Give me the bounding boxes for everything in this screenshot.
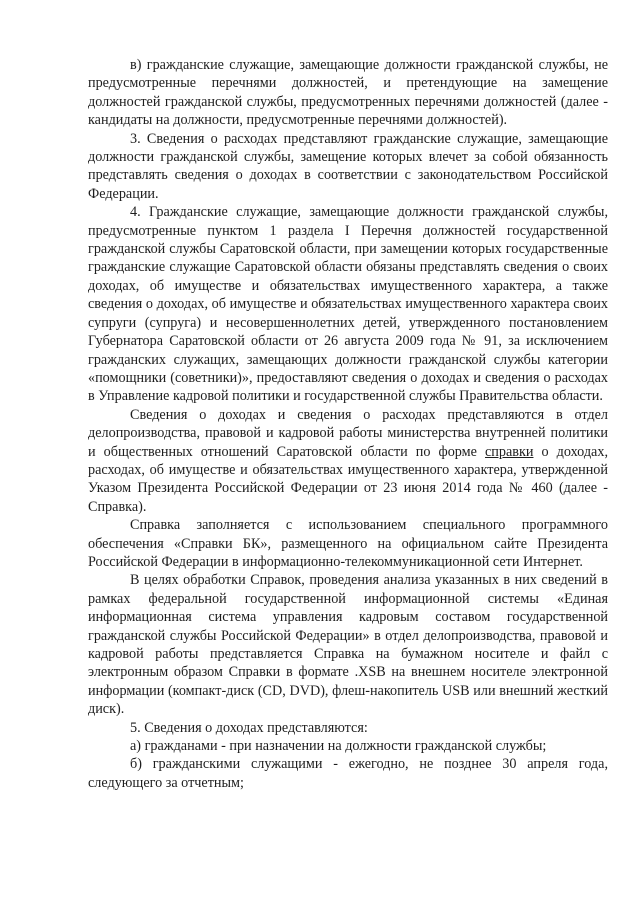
paragraph-5: 5. Сведения о доходах представляются: <box>130 719 368 736</box>
paragraph-submission-text-after: о доходах, расходах, об имуществе и обязательствах имущественного характера, утвержденной Указом Президента Российской Федерации от 23 июня 2014 года № 460 (далее - Справка). <box>88 443 608 515</box>
paragraph-processing: В целях обработки Справок, проведения анализа указанных в них сведений в рамках федеральной государственной информационной системы «Единая информационная система управления кадровым составом государственной гражданской службы Российской Федерации» в отдел делопроизводства, правовой и кадровой работы представляется Справка на бумажном носителе и файл с электронным образом Справки в формате .XSB на внешнем носителе электронной информации (компакт-диск (CD, DVD), флеш-накопитель USB или внешний жесткий диск). <box>88 572 608 718</box>
paragraph-software: Справка заполняется с использованием специального программного обеспечения «Справки БК», размещенного на официальном сайте Президента Российской Федерации в информационно-телекоммуникационной сети Интернет. <box>88 517 608 570</box>
spravki-link[interactable]: справки <box>485 443 534 460</box>
paragraph-5b: б) гражданскими служащими - ежегодно, не позднее 30 апреля года, следующего за отчетным; <box>88 756 608 791</box>
paragraph-3: 3. Сведения о расходах представляют гражданские служащие, замещающие должности гражданской службы, замещение которых влечет за собой обязанность представлять сведения о доходах в соответствии с законодательством Российской Федерации. <box>88 130 608 202</box>
paragraph-submission-text-before: Сведения о доходах и сведения о расходах представляются в отдел делопроизводства, правовой и кадровой работы министерства внутренней политики и общественных отношений Саратовской области по форме <box>88 406 608 460</box>
paragraph-submission <box>88 406 608 516</box>
document-page <box>88 56 608 792</box>
paragraph-4: 4. Гражданские служащие, замещающие должности гражданской службы, предусмотренные пунктом 1 раздела I Перечня должностей государственной гражданской службы Саратовской области, при замещении которых государственные гражданские служащие Саратовской области обязаны представлять сведения о своих доходах, об имуществе и обязательствах имущественного характера, а также сведения о доходах, об имуществе и обязательствах имущественного характера своих супруги (супруга) и несовершеннолетних детей, утвержденного постановлением Губернатора Саратовской области от 26 августа 2009 года № 91, за исключением гражданских служащих, замещающих должности гражданской службы категории «помощники (советники)», предоставляют сведения о доходах и сведения о расходах в Управление кадровой политики и государственной службы Правительства области. <box>88 204 608 405</box>
paragraph-5a: а) гражданами - при назначении на должности гражданской службы; <box>130 738 547 755</box>
paragraph-clause-v: в) гражданские служащие, замещающие должности гражданской службы, не предусмотренные перечнями должностей, и претендующие на замещение должностей гражданской службы, предусмотренных перечнями должностей (далее - кандидаты на должности, предусмотренные перечнями должностей). <box>88 57 608 129</box>
